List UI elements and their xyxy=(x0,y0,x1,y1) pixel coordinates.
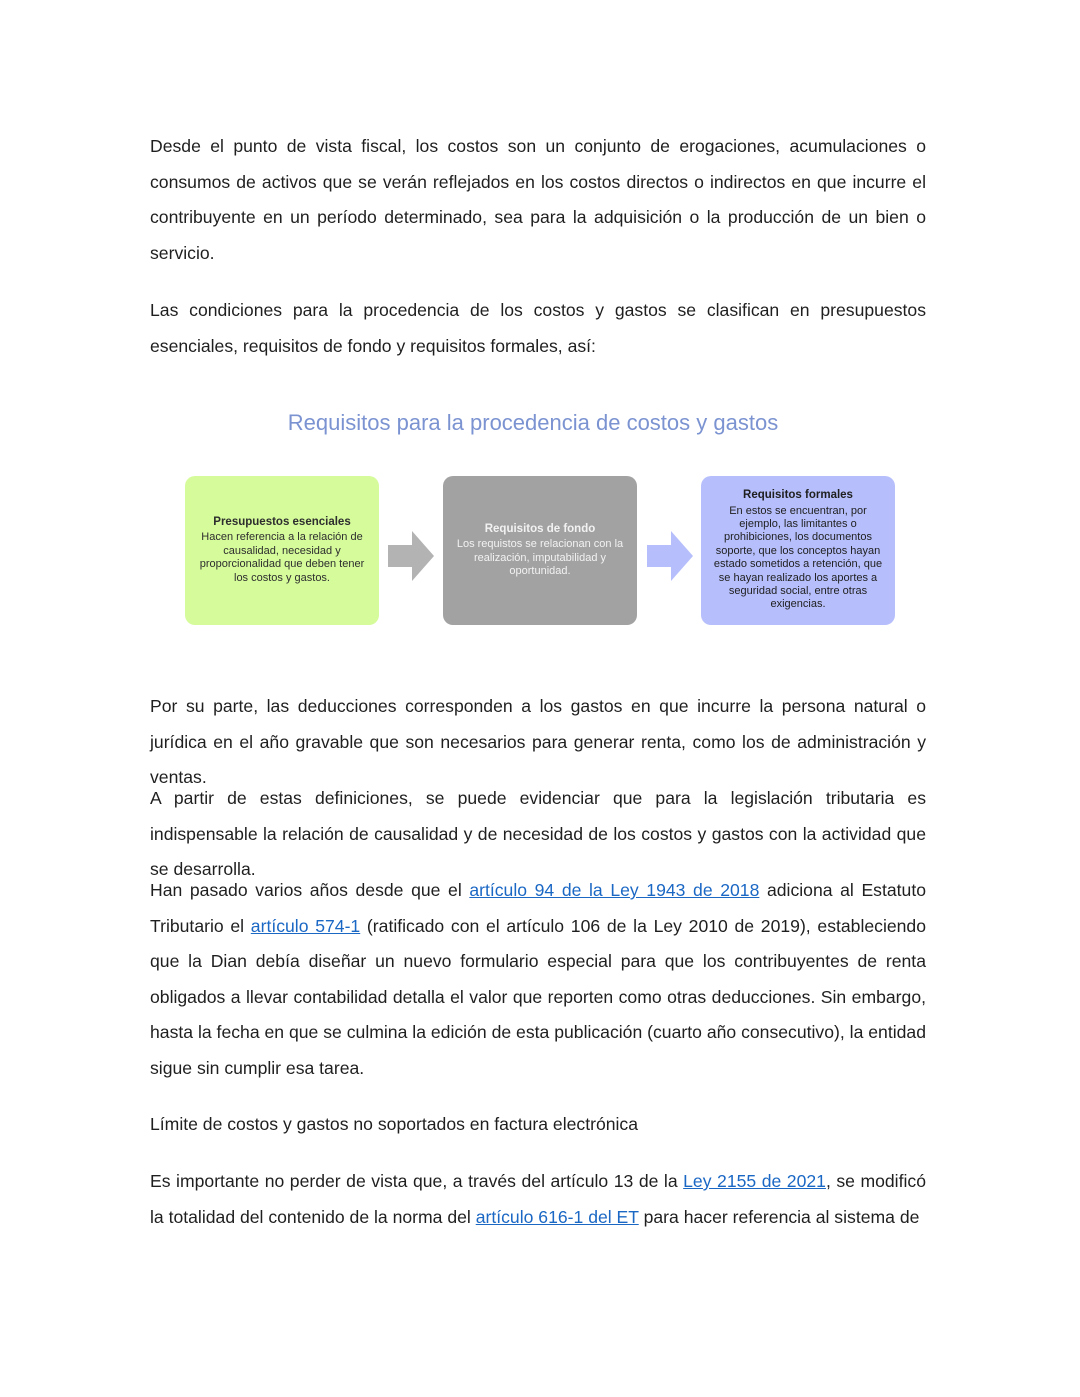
text-segment: , se modificó la totalidad del contenido de la norma del xyxy=(150,1171,926,1227)
paragraph-condiciones: Las condiciones para la procedencia de los costos y gastos se clasifican en presupuestos esenciales, requisitos de fondo y requisitos formales, así: xyxy=(150,300,926,356)
box-text: Los requistos se relacionan con la realización, imputabilidad y oportunidad. xyxy=(456,538,624,577)
box-title: Presupuestos esenciales xyxy=(213,515,351,528)
section-heading-limite: Límite de costos y gastos no soportados en factura electrónica xyxy=(150,1114,639,1134)
box-requisitos-fondo xyxy=(443,476,637,625)
box-title: Requisitos formales xyxy=(743,489,853,502)
box-presupuestos-esenciales xyxy=(185,476,379,625)
paragraph-deducciones: Por su parte, las deducciones corresponden a los gastos en que incurre la persona natural o jurídica en el año gravable que son necesarios para generar renta, como los de administración y ventas. xyxy=(150,696,926,788)
link-articulo-616-1[interactable]: artículo 616-1 del ET xyxy=(475,1206,639,1227)
link-ley-2155-2021[interactable]: Ley 2155 de 2021 xyxy=(683,1171,826,1191)
paragraph-definiciones: A partir de estas definiciones, se puede evidenciar que para la legislación tributaria es indispensable la relación de causalidad y de necesidad de los costos y gastos con la actividad que se desarrolla. xyxy=(150,788,926,880)
paragraph-costos-definicion: Desde el punto de vista fiscal, los costos son un conjunto de erogaciones, acumulaciones o consumos de activos que se verán reflejados en los costos directos o indirectos en que incurre el contribuyente en un período determinado, sea para la adquisición o la producción de un bien o servicio. xyxy=(150,136,926,263)
text-segment: para hacer referencia al sistema de xyxy=(638,1206,920,1227)
arrow-right-icon xyxy=(388,531,434,581)
arrow-right-icon xyxy=(647,531,693,581)
diagram-title: Requisitos para la procedencia de costos y gastos xyxy=(287,410,779,435)
box-requisitos-formales xyxy=(701,476,895,625)
paragraph-formulario xyxy=(150,873,926,1087)
text-segment: Han pasado varios años desde que el xyxy=(150,880,470,900)
link-articulo-574-1[interactable]: artículo 574-1 xyxy=(250,915,361,936)
box-text: Hacen referencia a la relación de causalidad, necesidad y proporcionalidad que deben tener los costos y gastos. xyxy=(199,531,365,584)
text-segment: Es importante no perder de vista que, a través del artículo 13 de la xyxy=(150,1171,684,1191)
box-title: Requisitos de fondo xyxy=(484,522,596,535)
box-text: En estos se encuentran, por ejemplo, las limitantes o prohibiciones, los documentos soporte, que los conceptos hayan estado sometidos a retención, que se hayan realizado los aportes a seguridad social, entre otras exigencias. xyxy=(713,504,883,611)
paragraph-ley-2155 xyxy=(150,1164,926,1235)
link-articulo-94-ley-1943[interactable]: artículo 94 de la Ley 1943 de 2018 xyxy=(469,880,760,900)
text-segment: (ratificado con el artículo 106 de la Ley 2010 de 2019), estableciendo que la Dian debía diseñar un nuevo formulario especial para que los contribuyentes de renta obligados a llevar contabilidad detalla el valor que reporten como otras deducciones. Sin embargo, hasta la fecha en que se culmina la edición de esta publicación (cuarto año consecutivo), la entidad sigue sin cumplir esa tarea. xyxy=(150,915,926,1078)
text-segment: adiciona al Estatuto Tributario el xyxy=(150,880,926,936)
